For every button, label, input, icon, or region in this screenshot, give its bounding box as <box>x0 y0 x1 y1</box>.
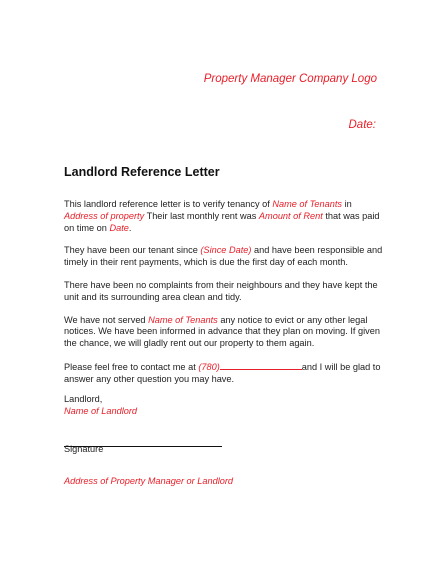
company-logo-placeholder: Property Manager Company Logo <box>203 73 377 85</box>
paid-date-field: Date <box>109 222 129 233</box>
text: and I will be glad to answer any other question you may have. <box>64 361 381 384</box>
paragraph-tenancy <box>64 199 384 234</box>
text: Their last monthly rent was <box>146 210 259 221</box>
area-code-field: (780) <box>198 361 220 372</box>
rent-amount-field: Amount of Rent <box>258 210 323 221</box>
paragraph-contact <box>64 361 384 386</box>
text: and have been responsible and timely in their rent payments, which is due the first day of each month. <box>64 245 383 268</box>
text: in <box>344 199 352 209</box>
paragraph-notices <box>64 315 384 350</box>
footer-address-field: Address of Property Manager or Landlord <box>64 476 234 486</box>
property-address-field: Address of property <box>64 210 145 221</box>
since-date-field: (Since Date) <box>200 245 252 256</box>
tenant-name-field: Name of Tenants <box>148 314 218 325</box>
landlord-name-field: Name of Landlord <box>64 405 138 416</box>
text: We have not served <box>64 314 149 325</box>
closing-block <box>64 394 137 418</box>
text: any notice to evict or any other legal notices. We have been informed in advance that they plan on moving. If given the chance, we will gladly rent out our property to them again. <box>64 314 380 349</box>
signature-label: Signature <box>64 444 104 454</box>
text: This landlord reference letter is to verify tenancy of <box>64 199 273 209</box>
date-label: Date: <box>348 119 376 131</box>
closing-salutation: Landlord, <box>64 394 103 404</box>
letter-title: Landlord Reference Letter <box>64 165 220 179</box>
phone-blank <box>220 361 302 370</box>
text: . <box>128 222 132 233</box>
tenant-name-field: Name of Tenants <box>272 199 342 209</box>
paragraph-complaints: There have been no complaints from their neighbours and they have kept the unit and its surrounding area clean and tidy. <box>64 279 378 302</box>
letter-body <box>64 199 384 397</box>
text: Please feel free to contact me at <box>64 361 199 372</box>
text: that was paid on time on <box>64 210 380 233</box>
text: They have been our tenant since <box>64 245 201 256</box>
paragraph-since <box>64 245 384 269</box>
